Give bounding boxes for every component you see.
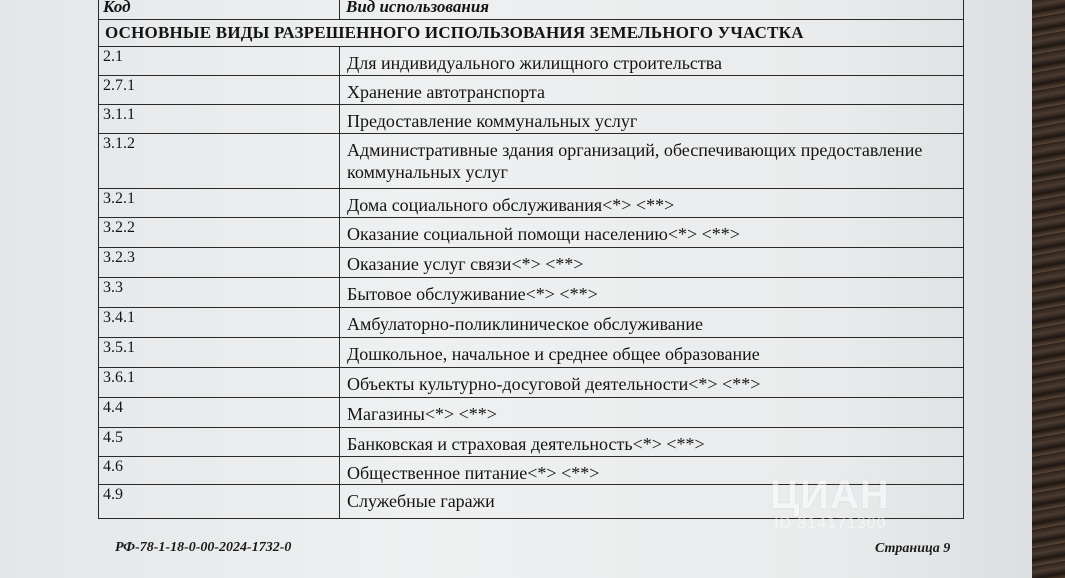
table-row (99, 47, 964, 76)
row-code: 2.1 (99, 47, 340, 76)
table-row (99, 76, 964, 105)
row-use: Объекты культурно-досуговой деятельности<*> <**> (340, 368, 964, 398)
watermark-id: ID 314171300 (774, 515, 887, 532)
background-surface (1032, 0, 1065, 578)
table-row (99, 457, 964, 485)
table-row (99, 189, 964, 218)
table-row (99, 398, 964, 428)
table-row (99, 485, 964, 519)
row-code: 2.7.1 (99, 76, 340, 105)
row-use: Служебные гаражи (340, 485, 964, 519)
header-code: Код (99, 0, 340, 20)
table-row (99, 308, 964, 338)
row-code: 3.2.1 (99, 189, 340, 218)
land-use-table (98, 0, 964, 519)
row-use: Предоставление коммунальных услуг (340, 105, 964, 134)
row-use: Дома социального обслуживания<*> <**> (340, 189, 964, 218)
row-use: Оказание социальной помощи населению<*> <**> (340, 218, 964, 248)
row-code: 3.6.1 (99, 368, 340, 398)
row-code: 3.2.3 (99, 248, 340, 278)
row-use: Оказание услуг связи<*> <**> (340, 248, 964, 278)
row-use: Амбулаторно-поликлиническое обслуживание (340, 308, 964, 338)
row-use: Общественное питание<*> <**> (340, 457, 964, 485)
row-use: Бытовое обслуживание<*> <**> (340, 278, 964, 308)
row-code: 3.4.1 (99, 308, 340, 338)
row-code: 4.5 (99, 428, 340, 457)
row-code: 4.4 (99, 398, 340, 428)
row-code: 3.5.1 (99, 338, 340, 368)
table-row (99, 218, 964, 248)
row-use: Административные здания организаций, обеспечивающих предоставление коммунальных услуг (340, 134, 964, 189)
footer-document-number: РФ-78-1-18-0-00-2024-1732-0 (115, 540, 292, 555)
section-title: ОСНОВНЫЕ ВИДЫ РАЗРЕШЕННОГО ИСПОЛЬЗОВАНИЯ ЗЕМЕЛЬНОГО УЧАСТКА (99, 20, 964, 47)
row-code: 4.6 (99, 457, 340, 485)
table-row (99, 134, 964, 189)
table-row (99, 428, 964, 457)
table-header-row (99, 0, 964, 20)
header-use: Вид использования (340, 0, 964, 20)
row-code: 4.9 (99, 485, 340, 519)
table-row (99, 278, 964, 308)
table-row (99, 368, 964, 398)
row-code: 3.1.2 (99, 134, 340, 189)
row-use: Магазины<*> <**> (340, 398, 964, 428)
row-code: 3.1.1 (99, 105, 340, 134)
table-row (99, 105, 964, 134)
section-title-row (99, 20, 964, 47)
table-row (99, 338, 964, 368)
row-code: 3.2.2 (99, 218, 340, 248)
row-use: Банковская и страховая деятельность<*> <**> (340, 428, 964, 457)
footer-page-number: Страница 9 (875, 541, 951, 556)
watermark-logo: ЦИАН (770, 473, 890, 517)
row-use: Дошкольное, начальное и среднее общее образование (340, 338, 964, 368)
table-row (99, 248, 964, 278)
row-use: Для индивидуального жилищного строительства (340, 47, 964, 76)
row-use: Хранение автотранспорта (340, 76, 964, 105)
row-code: 3.3 (99, 278, 340, 308)
